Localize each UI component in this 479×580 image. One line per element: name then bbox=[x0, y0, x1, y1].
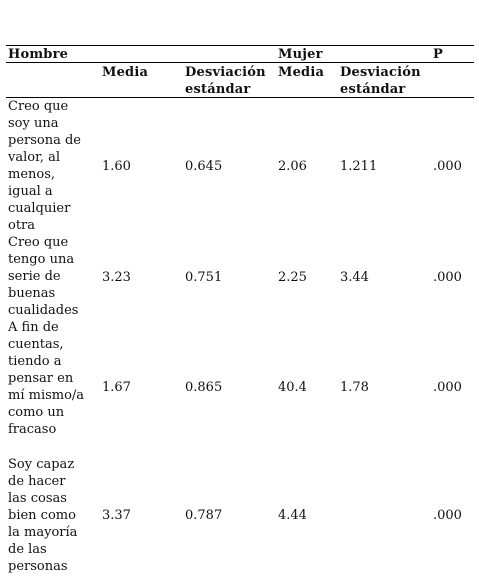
row-label: Creo que soy una persona de valor, al menos, igual a cualquier otra bbox=[8, 99, 81, 233]
cell-p: .000 bbox=[433, 380, 462, 395]
row-label: Creo que tengo una serie de buenas cualidades bbox=[8, 235, 79, 318]
cell-desviacion-hombre: 0.645 bbox=[185, 159, 223, 174]
cell-desviacion-mujer: 1.78 bbox=[340, 380, 369, 395]
cell-media-mujer: 2.25 bbox=[278, 270, 307, 285]
row-label: A fin de cuentas, tiendo a pensar en mí mismo/a como un fracaso bbox=[8, 320, 85, 437]
row-label: Soy capaz de hacer las cosas bien como la mayoría de las personas bbox=[8, 457, 78, 574]
header-hombre: Hombre bbox=[8, 47, 69, 62]
header-mid-rule bbox=[6, 62, 474, 63]
cell-desviacion-mujer: 3.44 bbox=[340, 270, 369, 285]
cell-desviacion-hombre: 0.751 bbox=[185, 270, 223, 285]
cell-p: .000 bbox=[433, 270, 462, 285]
cell-media-hombre: 1.60 bbox=[102, 159, 131, 174]
cell-media-mujer: 2.06 bbox=[278, 159, 307, 174]
cell-p: .000 bbox=[433, 159, 462, 174]
cell-media-hombre: 3.23 bbox=[102, 270, 131, 285]
header-media-mujer: Media bbox=[278, 65, 325, 80]
header-p: P bbox=[433, 47, 443, 62]
header-desviacion-hombre: Desviación estándar bbox=[185, 65, 266, 97]
cell-p: .000 bbox=[433, 508, 462, 523]
header-media-hombre: Media bbox=[102, 65, 149, 80]
header-desviacion-mujer: Desviación estándar bbox=[340, 65, 421, 97]
cell-media-mujer: 40.4 bbox=[278, 380, 307, 395]
table-top-rule bbox=[6, 45, 474, 46]
header-mujer: Mujer bbox=[278, 47, 323, 62]
cell-media-mujer: 4.44 bbox=[278, 508, 307, 523]
cell-media-hombre: 3.37 bbox=[102, 508, 131, 523]
cell-desviacion-hombre: 0.787 bbox=[185, 508, 223, 523]
cell-desviacion-mujer: 1.211 bbox=[340, 159, 378, 174]
cell-desviacion-hombre: 0.865 bbox=[185, 380, 223, 395]
cell-media-hombre: 1.67 bbox=[102, 380, 131, 395]
